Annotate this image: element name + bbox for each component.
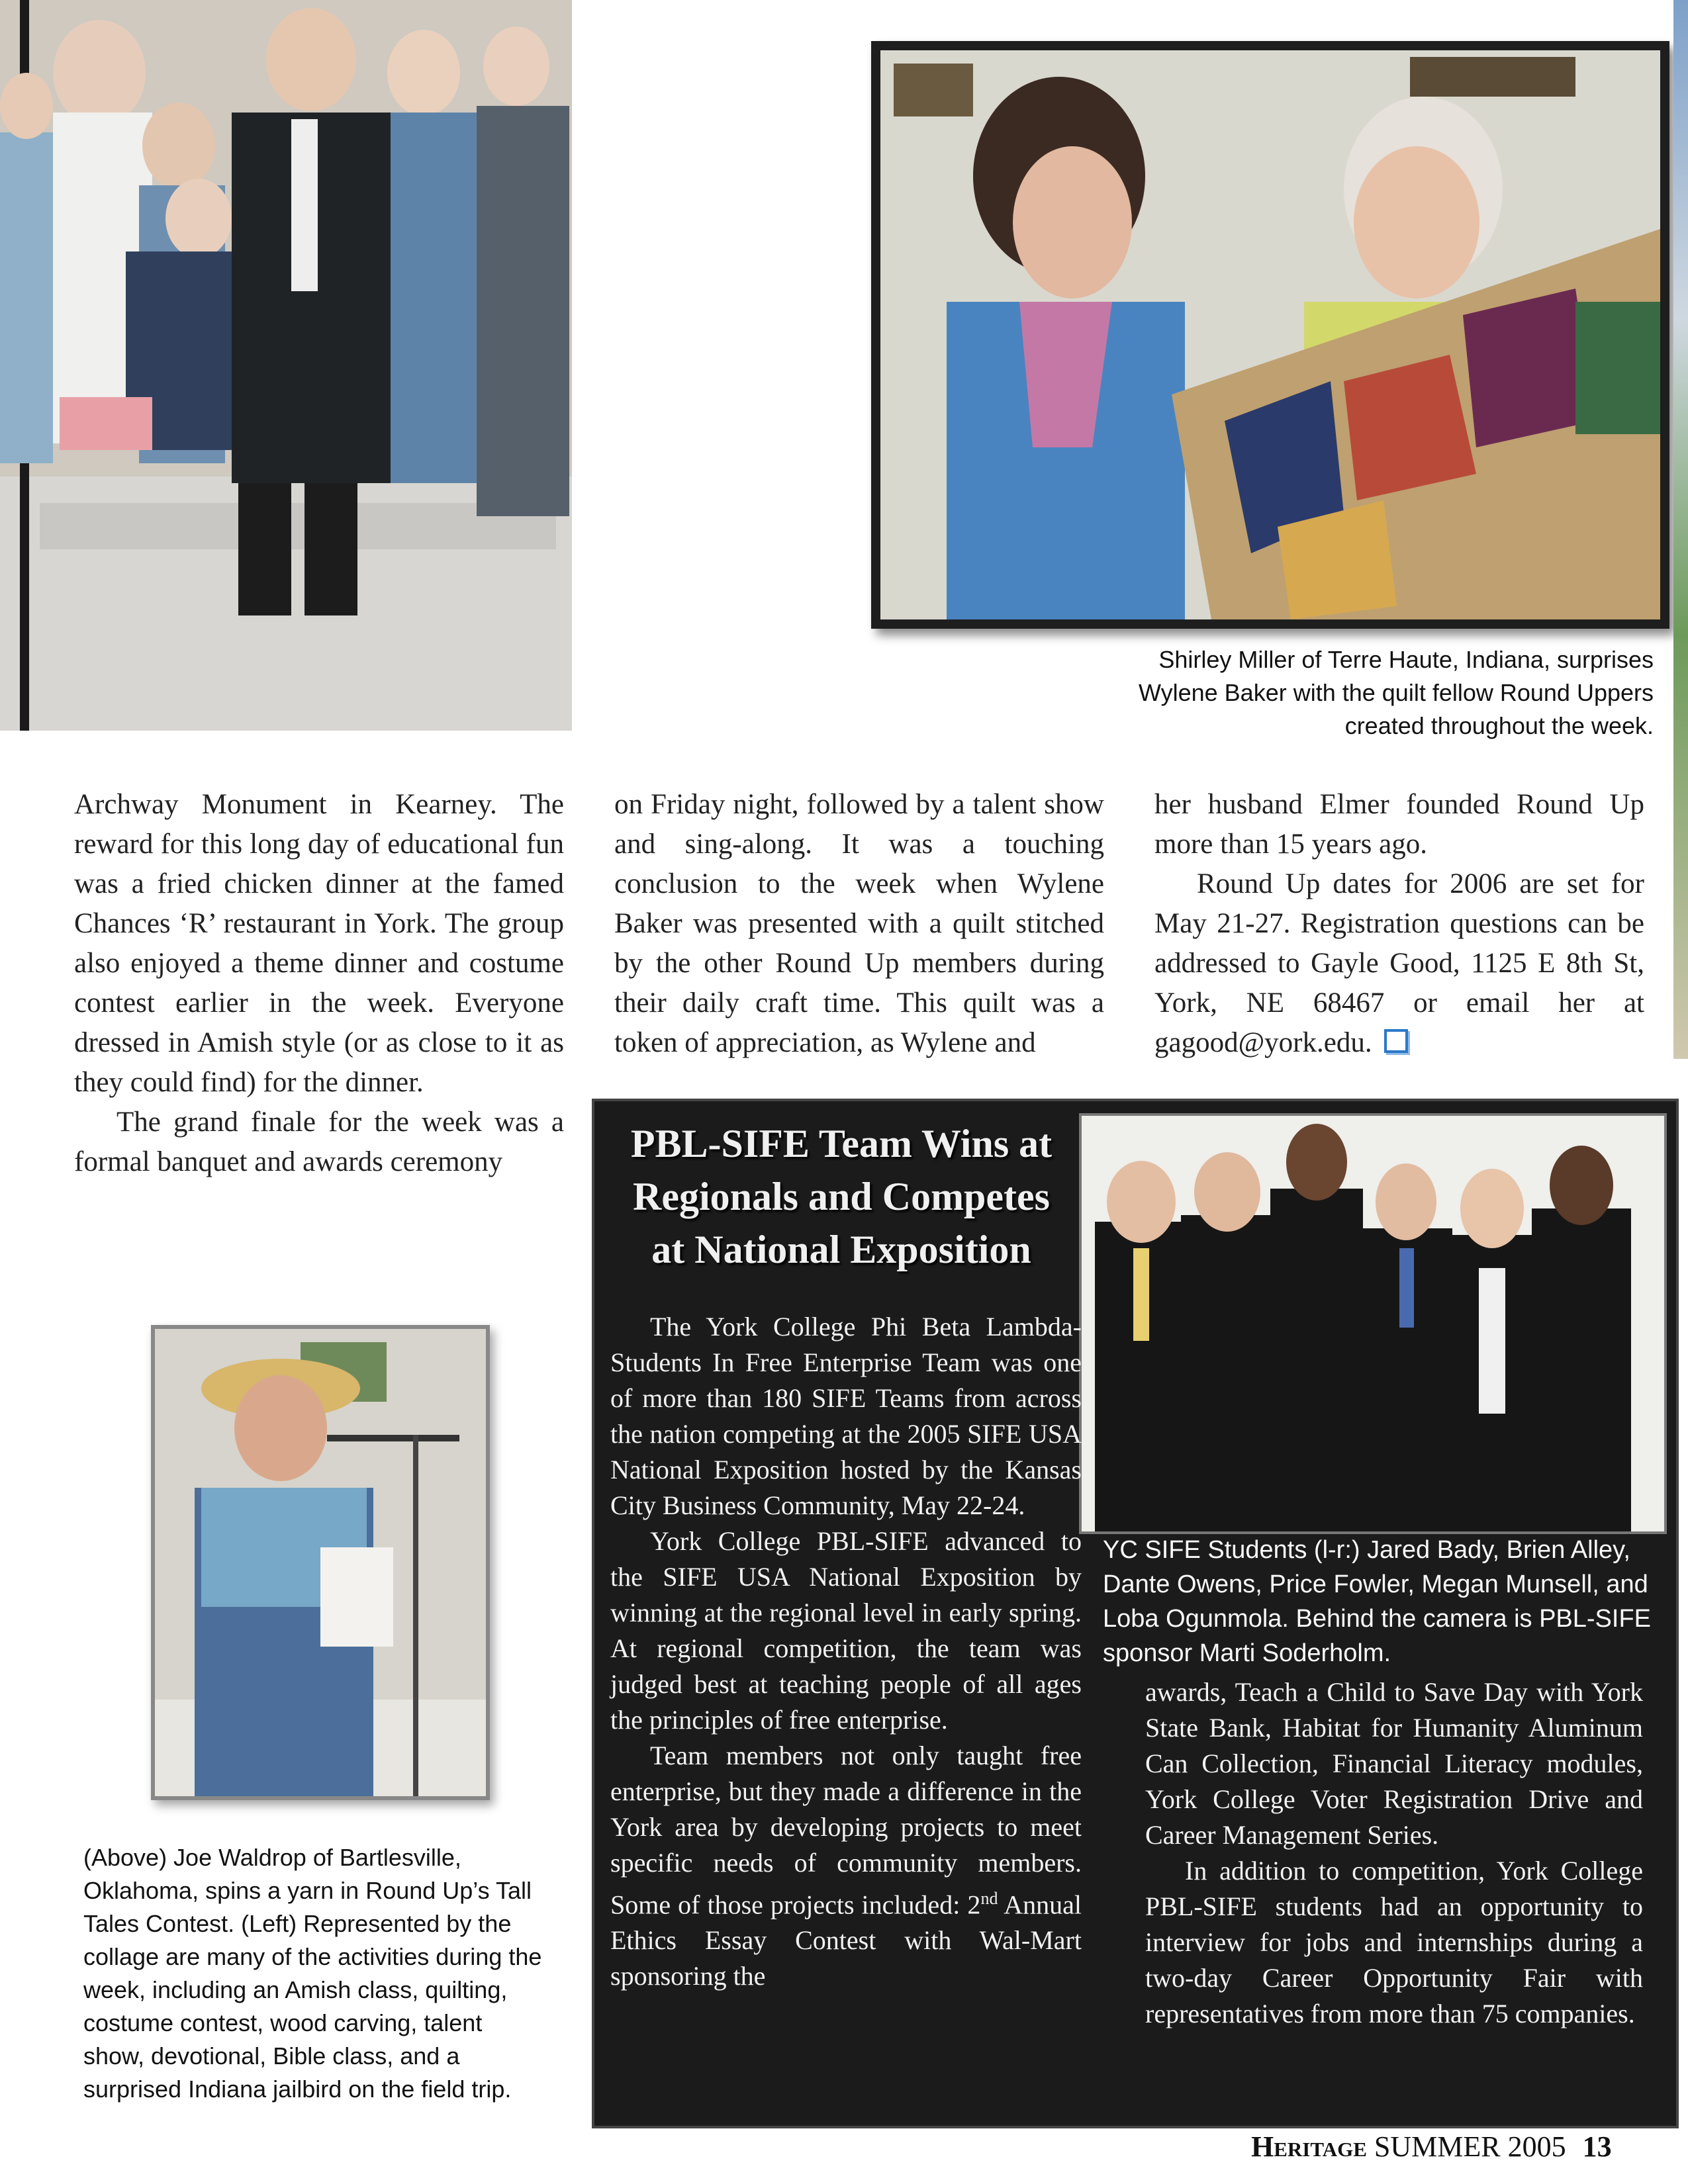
page-number: 13 — [1582, 2130, 1612, 2163]
magazine-name: Heritage — [1251, 2130, 1367, 2163]
facing-page-edge — [1673, 0, 1688, 1059]
issue-label: SUMMER 2005 — [1374, 2130, 1566, 2163]
quilt-presentation-photo — [871, 41, 1669, 629]
sidebar-right-paragraph-1: awards, Teach a Child to Save Day with York State Bank, Habitat for Humanity Aluminum Can Collection, Financial Literacy modules, York College Voter Registration Drive and Career Management Series. — [1145, 1677, 1643, 1850]
sidebar-column-left — [610, 1309, 1082, 1994]
sife-photo-caption: YC SIFE Students (l-r:) Jared Bady, Brien Alley, Dante Owens, Price Fowler, Megan Munsell, and Loba Ogunmola. Behind the camera is PBL-SIFE sponsor Marti Soderholm. — [1103, 1536, 1652, 1667]
left-paragraph-2: The grand finale for the week was a formal banquet and awards ceremony — [74, 1107, 564, 1177]
quilt-photo-caption: Shirley Miller of Terre Haute, Indiana, surprises Wylene Baker with the quilt fellow Round Uppers created throughout the week. — [1138, 646, 1654, 739]
ordinal-suffix: nd — [980, 1889, 998, 1908]
sidebar-headline: PBL-SIFE Team Wins at Regionals and Competes at National Exposition — [630, 1122, 1053, 1271]
sidebar-left-paragraph-3 — [610, 1738, 1082, 1994]
right-paragraph-2 — [1154, 864, 1644, 1063]
column-left — [74, 785, 564, 1182]
sidebar-right-paragraph-2: In addition to competition, York College PBL-SIFE students had an opportunity to interview for jobs and internships during a two-day Career Opportunity Fair with representatives from more than 75 companies. — [1145, 1856, 1643, 2028]
storyteller-photo-caption: (Above) Joe Waldrop of Bartlesville, Oklahoma, spins a yarn in Round Up’s Tall Tales Contest. (Left) Represented by the collage are many of the activities during the week, including an Amish class, quilting, costume contest, wood carving, talent show, devotional, Bible class, and a surprised Indiana jailbird on the field trip. — [83, 1844, 542, 2103]
article-end-icon — [1384, 1029, 1408, 1053]
column-middle — [614, 785, 1104, 1063]
left-paragraph-1: Archway Monument in Kearney. The reward for this long day of educational fun was a fried chicken dinner at the famed Chances ‘R’ restaurant in York. The group also enjoyed a theme dinner and costume contest earlier in the week. Everyone dressed in Amish style (or as close to it as they could find) for the dinner. — [74, 789, 564, 1098]
sidebar-left-paragraph-2: York College PBL-SIFE advanced to the SIFE USA National Exposition by winning at the regional level in early spring. At regional competition, the team was judged best at teaching people of all ages the principles of free enterprise. — [610, 1526, 1082, 1735]
right-paragraph-1: her husband Elmer founded Round Up more than 15 years ago. — [1154, 789, 1644, 860]
costume-group-photo — [0, 0, 572, 731]
page-footer — [1251, 2130, 1622, 2163]
middle-paragraph-1: on Friday night, followed by a talent show and sing-along. It was a touching conclusion to the week when Wylene Baker was presented with a quilt stitched by the other Round Up members during their daily craft time. This quilt was a token of appreciation, as Wylene and — [614, 789, 1104, 1058]
sife-team-photo — [1079, 1113, 1667, 1534]
sidebar-left-paragraph-3-start: Team members not only taught free enterprise, but they made a difference in the York area by developing projects to meet specific needs of community members. Some of those projects included: 2 — [610, 1741, 1082, 1920]
sidebar-column-right — [1145, 1674, 1643, 2032]
column-right — [1154, 785, 1644, 1063]
sidebar-left-paragraph-3-end: Annual Ethics Essay Contest with Wal-Mart sponsoring the — [610, 1889, 1082, 1991]
right-paragraph-2-text: Round Up dates for 2006 are set for May 21-27. Registration questions can be addressed to Gayle Good, 1125 E 8th St, York, NE 68467 or email her at gagood@york.edu. — [1154, 868, 1644, 1058]
storyteller-photo — [151, 1325, 490, 1800]
sidebar-left-paragraph-1: The York College Phi Beta Lambda-Students In Free Enterprise Team was one of more than 180 SIFE Teams from across the nation competing at the 2005 SIFE USA National Exposition hosted by the Kansas City Business Community, May 22-24. — [610, 1312, 1082, 1520]
